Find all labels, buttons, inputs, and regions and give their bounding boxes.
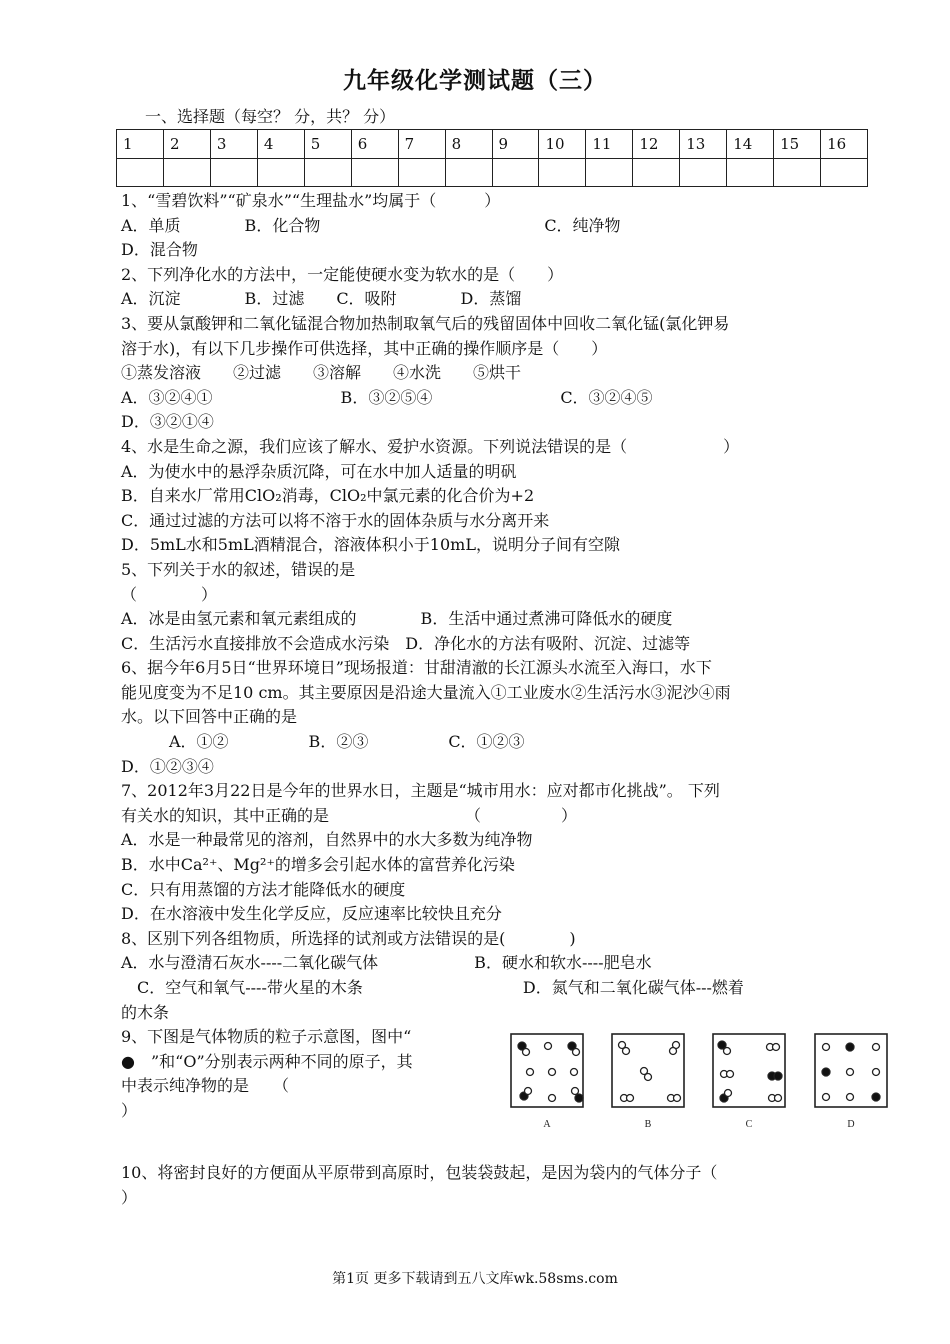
text-line: C．只有用蒸馏的方法才能降低水的硬度 <box>121 879 406 899</box>
section-heading: 一、选择题（每空？ 分，共？ 分） <box>145 107 396 126</box>
answer-cell[interactable] <box>210 158 257 187</box>
diagram-label-b: B <box>644 1119 652 1131</box>
answer-cell[interactable] <box>774 158 821 187</box>
question-number-cell: 1 <box>117 130 164 159</box>
answer-table-number-row <box>117 130 868 159</box>
answer-cell[interactable] <box>727 158 774 187</box>
text-line: 5、下列关于水的叙述，错误的是 <box>121 559 356 579</box>
answer-cell[interactable] <box>398 158 445 187</box>
text-line: A．冰是由氢元素和氧元素组成的 B．生活中通过煮沸可降低水的硬度 <box>121 609 673 629</box>
text-line: B．水中Ca²⁺、Mg²⁺的增多会引起水体的富营养化污染 <box>121 855 515 875</box>
text-line: C．生活污水直接排放不会造成水污染 D．净化水的方法有吸附、沉淀、过滤等 <box>121 633 691 653</box>
answer-table-answer-row <box>117 158 868 187</box>
text-line: 有关水的知识，其中正确的是 （ ） <box>121 805 578 825</box>
question-number-cell: 15 <box>774 130 821 159</box>
question-number-cell: 11 <box>586 130 633 159</box>
page-footer: 第1页 更多下载请到五八文库wk.58sms.com <box>332 1271 618 1287</box>
question-number-cell: 9 <box>492 130 539 159</box>
text-line: C．通过过滤的方法可以将不溶于水的固体杂质与水分离开来 <box>121 510 550 530</box>
answer-cell[interactable] <box>163 158 210 187</box>
question-number-cell: 12 <box>633 130 680 159</box>
answer-cell[interactable] <box>586 158 633 187</box>
text-line: （ ） <box>121 584 218 604</box>
question-10-line: 10、将密封良好的方便面从平原带到高原时，包装袋鼓起，是因为袋内的气体分子（ <box>121 1163 718 1183</box>
answer-cell[interactable] <box>633 158 680 187</box>
text-line: 3、要从氯酸钾和二氧化锰混合物加热制取氧气后的残留固体中回收二氧化锰(氯化钾易 <box>121 313 730 333</box>
questions <box>121 189 861 1210</box>
question-number-cell: 2 <box>163 130 210 159</box>
text-line: 能见度变为不足10 cm。其主要原因是沿途大量流入①工业废水②生活污水③泥沙④雨 <box>121 682 731 702</box>
question-9-line: ● ”和“O”分别表示两种不同的原子，其 <box>121 1051 413 1071</box>
diagram-label-a: A <box>543 1119 551 1131</box>
question-9-text <box>121 1025 496 1123</box>
answer-cell[interactable] <box>680 158 727 187</box>
answer-cell[interactable] <box>257 158 304 187</box>
text-line: 7、2012年3月22日是今年的世界水日，主题是“城市用水：应对都市化挑战”。 下列 <box>121 781 720 801</box>
text-line: 4、水是生命之源，我们应该了解水、爱护水资源。下列说法错误的是（ ） <box>121 436 740 456</box>
text-line: 8、区别下列各组物质，所选择的试剂或方法错误的是( ) <box>121 928 576 948</box>
particle-diagram <box>508 1028 894 1132</box>
text-line: 6、据今年6月5日“世界环境日”现场报道：甘甜清澈的长江源头水流至入海口，水下 <box>121 658 712 678</box>
question-9 <box>121 1025 861 1129</box>
text-line: A．①② B．②③ C．①②③ <box>121 732 525 752</box>
page-title: 九年级化学测试题（三） <box>343 68 607 94</box>
question-10 <box>121 1161 861 1210</box>
text-line: B．自来水厂常用ClO₂消毒，ClO₂中氯元素的化合价为+2 <box>121 486 535 506</box>
question-9-line: 9、下图是气体物质的粒子示意图，图中“ <box>121 1027 412 1047</box>
question-number-cell: 8 <box>445 130 492 159</box>
text-line: D．③②①④ <box>121 412 214 432</box>
answer-cell[interactable] <box>117 158 164 187</box>
text-line: 1、“雪碧饮料”“矿泉水”“生理盐水”均属于（ ） <box>121 191 501 210</box>
answer-cell[interactable] <box>304 158 351 187</box>
text-line: 2、下列净化水的方法中，一定能使硬水变为软水的是（ ） <box>121 264 564 284</box>
question-10-line: ） <box>121 1187 138 1207</box>
diagram-label-d: D <box>847 1119 855 1131</box>
text-line: A．水是一种最常见的溶剂，自然界中的水大多数为纯净物 <box>121 830 533 850</box>
question-number-cell: 13 <box>680 130 727 159</box>
question-number-cell: 4 <box>257 130 304 159</box>
question-number-cell: 6 <box>351 130 398 159</box>
question-number-cell: 16 <box>821 130 868 159</box>
question-number-cell: 3 <box>210 130 257 159</box>
answer-cell[interactable] <box>492 158 539 187</box>
text-line: 溶于水)，有以下几步操作可供选择，其中正确的操作顺序是（ ） <box>121 338 608 358</box>
text-line: C．空气和氧气----带火星的木条 D．氮气和二氧化碳气体---燃着 <box>121 978 744 997</box>
question-lines <box>121 189 861 1025</box>
text-line: D．①②③④ <box>121 756 214 776</box>
answer-cell[interactable] <box>821 158 868 187</box>
text-line: A．③②④① B．③②⑤④ C．③②④⑤ <box>121 387 653 407</box>
question-9-line: 中表示纯净物的是 （ <box>121 1076 290 1096</box>
answer-cell[interactable] <box>539 158 586 187</box>
question-number-cell: 7 <box>398 130 445 159</box>
text-line: ①蒸发溶液 ②过滤 ③溶解 ④水洗 ⑤烘干 <box>121 363 522 383</box>
text-line: D．在水溶液中发生化学反应，反应速率比较快且充分 <box>121 904 502 924</box>
text-line: D．5mL水和5mL酒精混合，溶液体积小于10mL，说明分子间有空隙 <box>121 535 620 555</box>
text-line: D．混合物 <box>121 240 198 260</box>
text-line: A．水与澄清石灰水----二氧化碳气体 B．硬水和软水----肥皂水 <box>121 953 652 973</box>
answer-cell[interactable] <box>445 158 492 187</box>
text-line: A．单质 B．化合物 C．纯净物 <box>121 215 621 235</box>
question-number-cell: 5 <box>304 130 351 159</box>
answer-table <box>116 129 868 187</box>
question-number-cell: 10 <box>539 130 586 159</box>
text-line: 的木条 <box>121 1002 170 1022</box>
question-9-line: ） <box>121 1100 138 1120</box>
answer-cell[interactable] <box>351 158 398 187</box>
text-line: A．沉淀 B．过滤 C．吸附 D．蒸馏 <box>121 289 522 309</box>
text-line: A．为使水中的悬浮杂质沉降，可在水中加人适量的明矾 <box>121 461 517 481</box>
question-number-cell: 14 <box>727 130 774 159</box>
text-line: 水。以下回答中正确的是 <box>121 707 298 727</box>
diagram-label-c: C <box>745 1119 753 1131</box>
